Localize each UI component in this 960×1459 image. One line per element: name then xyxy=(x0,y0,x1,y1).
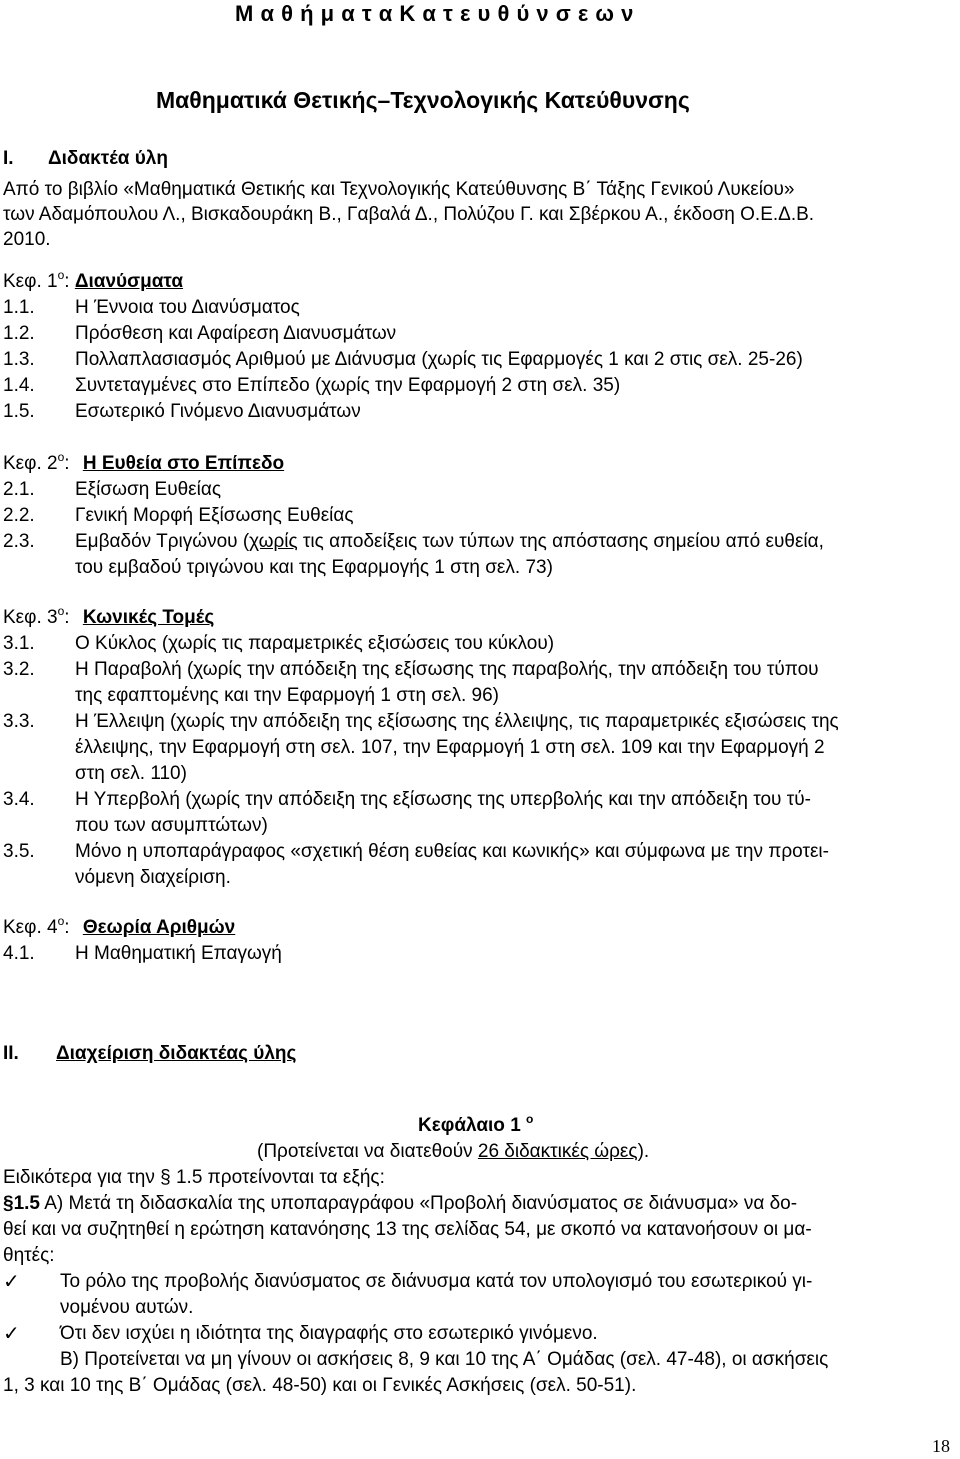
list-item-continuation: στη σελ. 110) xyxy=(75,763,187,784)
chapter-title: Κωνικές Τομές xyxy=(82,607,215,628)
list-item: Πολλαπλασιασμός Αριθμού με Διάνυσμα (χωρίς τις Εφαρμογές 1 και 2 στις σελ. 25-26) xyxy=(75,349,803,370)
intro-line: των Αδαμόπουλου Λ., Βισκαδουράκη Β., Γαβαλά Δ., Πολύζου Γ. και Σβέρκου Α., έκδοση Ο.Ε.Δ.Β. xyxy=(3,204,815,225)
list-item-number: 2.2. xyxy=(3,505,35,526)
list-item: Συντεταγμένες στο Επίπεδο (χωρίς την Εφαρμογή 2 στη σελ. 35) xyxy=(75,375,621,396)
text-span: ). xyxy=(637,1141,650,1162)
list-item-continuation: έλλειψης, την Εφαρμογή στη σελ. 107, την Εφαρμογή 1 στη σελ. 109 και την Εφαρμογή 2 xyxy=(75,737,825,758)
list-item: Μόνο η υποπαράγραφος «σχετική θέση ευθείας και κωνικής» και σύμφωνα με την προτει- xyxy=(75,841,829,862)
list-item: Πρόσθεση και Αφαίρεση Διανυσμάτων xyxy=(75,323,397,344)
chapter-colon: : xyxy=(64,917,70,938)
chapter-title: Διανύσματα xyxy=(74,271,184,292)
list-item-continuation: της εφαπτομένης και την Εφαρμογή 1 στη σελ. 96) xyxy=(75,685,500,706)
chapter-sup: ο xyxy=(57,450,65,464)
list-item-number: 3.2. xyxy=(3,659,35,680)
section-heading: Διαχείριση διδακτέας ύλης xyxy=(56,1043,297,1064)
list-item-number: 1.5. xyxy=(3,401,35,422)
chapter-sup: ο xyxy=(526,1112,534,1126)
chapter-colon: : xyxy=(64,271,70,292)
list-item: Γενική Μορφή Εξίσωσης Ευθείας xyxy=(75,505,354,526)
list-item: Εσωτερικό Γινόμενο Διανυσμάτων xyxy=(75,401,361,422)
document-subtitle: Μαθηματικά Θετικής–Τεχνολογικής Κατεύθυνσης xyxy=(156,87,690,113)
chapter-sup: ο xyxy=(57,914,65,928)
list-item: Η Μαθηματική Επαγωγή xyxy=(75,943,282,964)
chapter-colon: : xyxy=(64,607,70,628)
specific-note: Ειδικότερα για την § 1.5 προτείνονται τα εξής: xyxy=(3,1167,385,1188)
list-item-continuation: που των ασυμπτώτων) xyxy=(75,815,268,836)
chapter-prefix: Κεφ. 2 xyxy=(3,453,58,474)
paragraph-line: 1, 3 και 10 της Β΄ Ομάδας (σελ. 48-50) και οι Γενικές Ασκήσεις (σελ. 50-51). xyxy=(3,1375,637,1396)
paragraph-line: Β) Προτείνεται να μη γίνουν οι ασκήσεις 8, 9 και 10 της Α΄ Ομάδας (σελ. 47-48), οι ασκήσεις xyxy=(60,1349,829,1370)
chapter-heading xyxy=(3,916,235,941)
checkmark-icon: ✓ xyxy=(3,1323,20,1345)
chapter-heading xyxy=(3,606,214,631)
page-number: 18 xyxy=(932,1436,950,1456)
list-item: Εξίσωση Ευθείας xyxy=(75,479,221,500)
paragraph-label: §1.5 xyxy=(3,1193,40,1214)
list-item-number: 3.4. xyxy=(3,789,35,810)
list-item-number: 1.2. xyxy=(3,323,35,344)
list-item-number: 2.3. xyxy=(3,531,35,552)
chapter-title: Η Ευθεία στο Επίπεδο xyxy=(82,453,285,474)
chapter-heading xyxy=(3,452,284,477)
chapter-prefix: Κεφ. 3 xyxy=(3,607,58,628)
list-item: Η Υπερβολή (χωρίς την απόδειξη της εξίσωσης της υπερβολής και την απόδειξη του τύ- xyxy=(75,789,811,810)
chapter-colon: : xyxy=(64,453,70,474)
section-number: ΙΙ. xyxy=(3,1043,19,1064)
underlined-text: χωρίς xyxy=(249,531,298,552)
paragraph-line: θητές: xyxy=(3,1245,55,1266)
list-item: Η Έλλειψη (χωρίς την απόδειξη της εξίσωσης της έλλειψης, τις παραμετρικές εξισώσεις της xyxy=(75,711,839,732)
chapter-sup: ο xyxy=(57,604,65,618)
list-item-number: 1.3. xyxy=(3,349,35,370)
underlined-text: 26 διδακτικές ώρες xyxy=(477,1141,638,1162)
page-header-title: Μ α θ ή μ α τ α Κ α τ ε υ θ ύ ν σ ε ω ν xyxy=(235,1,634,26)
paragraph-line: θεί και να συζητηθεί η ερώτηση κατανόησης 13 της σελίδας 54, με σκοπό να κατανοήσουν οι μα- xyxy=(3,1219,812,1240)
list-item-number: 1.1. xyxy=(3,297,35,318)
list-item-continuation: του εμβαδού τριγώνου και της Εφαρμογής 1 στη σελ. 73) xyxy=(75,557,553,578)
text-span: τις αποδείξεις των τύπων της απόστασης σημείου από ευθεία, xyxy=(297,531,824,552)
chapter-prefix: Κεφ. 4 xyxy=(3,917,58,938)
bullet-item: Ότι δεν ισχύει η ιδιότητα της διαγραφής στο εσωτερικό γινόμενο. xyxy=(60,1323,598,1344)
text-span: Εμβαδόν Τριγώνου ( xyxy=(75,531,250,552)
intro-line: 2010. xyxy=(3,229,51,250)
text-span: (Προτείνεται να διατεθούν xyxy=(257,1141,478,1162)
list-item-number: 3.1. xyxy=(3,633,35,654)
list-item-number: 1.4. xyxy=(3,375,35,396)
chapter-sup: ο xyxy=(57,268,65,282)
chapter-prefix: Κεφ. 1 xyxy=(3,271,58,292)
list-item-number: 3.5. xyxy=(3,841,35,862)
checkmark-icon: ✓ xyxy=(3,1271,20,1293)
chapter-title: Θεωρία Αριθμών xyxy=(82,917,236,938)
list-item-number: 2.1. xyxy=(3,479,35,500)
text-span: Α) Μετά τη διδασκαλία της υποπαραγράφου «Προβολή διανύσματος σε διάνυσμα» να δο- xyxy=(39,1193,798,1214)
bullet-item: Το ρόλο της προβολής διανύσματος σε διάνυσμα κατά τον υπολογισμό του εσωτερικού γι- xyxy=(60,1271,813,1292)
list-item: Ο Κύκλος (χωρίς τις παραμετρικές εξισώσεις του κύκλου) xyxy=(75,633,555,654)
chapter-title-centered xyxy=(418,1114,533,1139)
chapter-heading xyxy=(3,270,183,295)
bullet-item-continuation: νομένου αυτών. xyxy=(60,1297,194,1318)
list-item-number: 4.1. xyxy=(3,943,35,964)
intro-line: Από το βιβλίο «Μαθηματικά Θετικής και Τεχνολογικής Κατεύθυνσης Β΄ Τάξης Γενικού Λυκείου» xyxy=(3,179,795,200)
list-item: Η Έννοια του Διανύσματος xyxy=(75,297,300,318)
list-item-number: 3.3. xyxy=(3,711,35,732)
section-number: Ι. xyxy=(3,148,14,169)
list-item-continuation: νόμενη διαχείριση. xyxy=(75,867,231,888)
paragraph-line xyxy=(3,1192,797,1216)
hours-note xyxy=(257,1140,649,1164)
list-item: Η Παραβολή (χωρίς την απόδειξη της εξίσωσης της παραβολής, την απόδειξη του τύπου xyxy=(75,659,819,680)
list-item xyxy=(75,530,824,554)
section-heading: Διδακτέα ύλη xyxy=(48,148,168,169)
chapter-title-text: Κεφάλαιο 1 xyxy=(418,1115,521,1136)
